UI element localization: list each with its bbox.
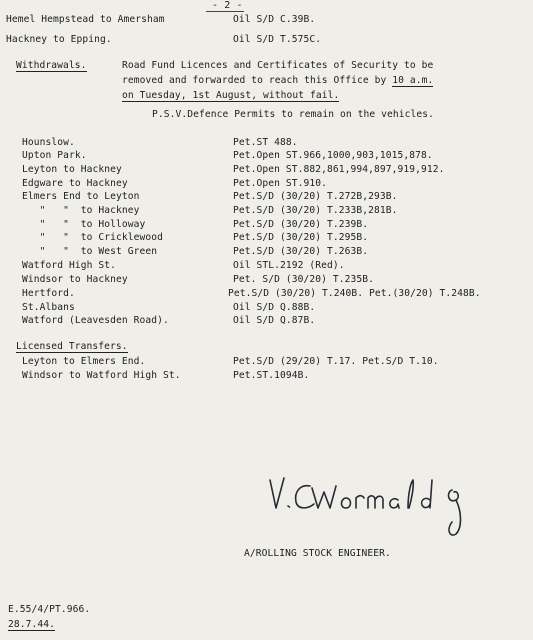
row-left: Watford High St. xyxy=(22,260,117,271)
row-left: Hemel Hempstead to Amersham xyxy=(6,14,165,25)
row-right: Pet.Open ST.966,1000,903,1015,878. xyxy=(233,150,433,161)
row-left: " " to West Green xyxy=(22,246,158,257)
row-left: Elmers End to Leyton xyxy=(22,191,140,202)
row-right: Pet.ST 488. xyxy=(233,137,298,148)
row-right: Pet.S/D (30/20) T.263B. xyxy=(233,246,369,257)
row-right: Pet.S/D (30/20) T.272B,293B. xyxy=(233,191,398,202)
row-right: Oil S/D Q.87B. xyxy=(233,315,316,326)
row-right: Pet.S/D (30/20) T.240B. Pet.(30/20) T.248B. xyxy=(228,288,481,299)
row-left: Windsor to Watford High St. xyxy=(22,370,181,381)
row-left: " " to Holloway xyxy=(22,219,146,230)
page-number: - 2 - xyxy=(212,0,243,11)
deadline-time: 10 a.m. xyxy=(392,75,434,86)
row-left: St.Albans xyxy=(22,302,75,313)
withdrawals-para-line2 xyxy=(122,75,433,86)
row-right: Pet.S/D (30/20) T.295B. xyxy=(233,232,369,243)
withdrawals-note: P.S.V.Defence Permits to remain on the vehicles. xyxy=(152,109,435,120)
row-right: Pet.S/D (29/20) T.17. Pet.S/D T.10. xyxy=(233,356,439,367)
handwritten-signature xyxy=(262,472,482,552)
row-left: " " to Cricklewood xyxy=(22,232,164,243)
withdrawals-para-line1: Road Fund Licences and Certificates of Security to be xyxy=(122,60,434,71)
signature-text: V. CWormald xyxy=(262,472,269,473)
document-date: 28.7.44. xyxy=(8,619,56,630)
row-left: Hounslow. xyxy=(22,137,75,148)
row-right: Pet.Open ST.882,861,994,897,919,912. xyxy=(233,164,445,175)
row-left: Leyton to Elmers End. xyxy=(22,356,146,367)
withdrawals-para-line3: on Tuesday, 1st August, without fail. xyxy=(122,90,340,101)
row-right: Oil S/D Q.88B. xyxy=(233,302,316,313)
row-right: Pet.ST.1094B. xyxy=(233,370,310,381)
transfers-heading: Licensed Transfers. xyxy=(16,341,128,352)
reference-number: E.55/4/PT.966. xyxy=(8,604,91,615)
row-left: Edgware to Hackney xyxy=(22,178,128,189)
row-right: Pet.S/D (30/20) T.239B. xyxy=(233,219,369,230)
row-left: Watford (Leavesden Road). xyxy=(22,315,169,326)
withdrawals-heading: Withdrawals. xyxy=(16,60,87,71)
row-right: Oil STL.2192 (Red). xyxy=(233,260,345,271)
row-right: Pet. S/D (30/20) T.235B. xyxy=(233,274,375,285)
row-left: " " to Hackney xyxy=(22,205,140,216)
divider xyxy=(206,11,244,12)
row-left: Hackney to Epping. xyxy=(6,34,112,45)
para-text: removed and forwarded to reach this Office by xyxy=(122,75,393,86)
row-left: Windsor to Hackney xyxy=(22,274,128,285)
row-left: Leyton to Hackney xyxy=(22,164,122,175)
signature-title: A/ROLLING STOCK ENGINEER. xyxy=(244,548,391,559)
row-right: Pet.S/D (30/20) T.233B,281B. xyxy=(233,205,398,216)
row-left: Hertford. xyxy=(22,288,75,299)
row-left: Upton Park. xyxy=(22,150,87,161)
row-right: Oil S/D C.39B. xyxy=(233,14,316,25)
row-right: Pet.Open ST.910. xyxy=(233,178,328,189)
row-right: Oil S/D T.575C. xyxy=(233,34,322,45)
